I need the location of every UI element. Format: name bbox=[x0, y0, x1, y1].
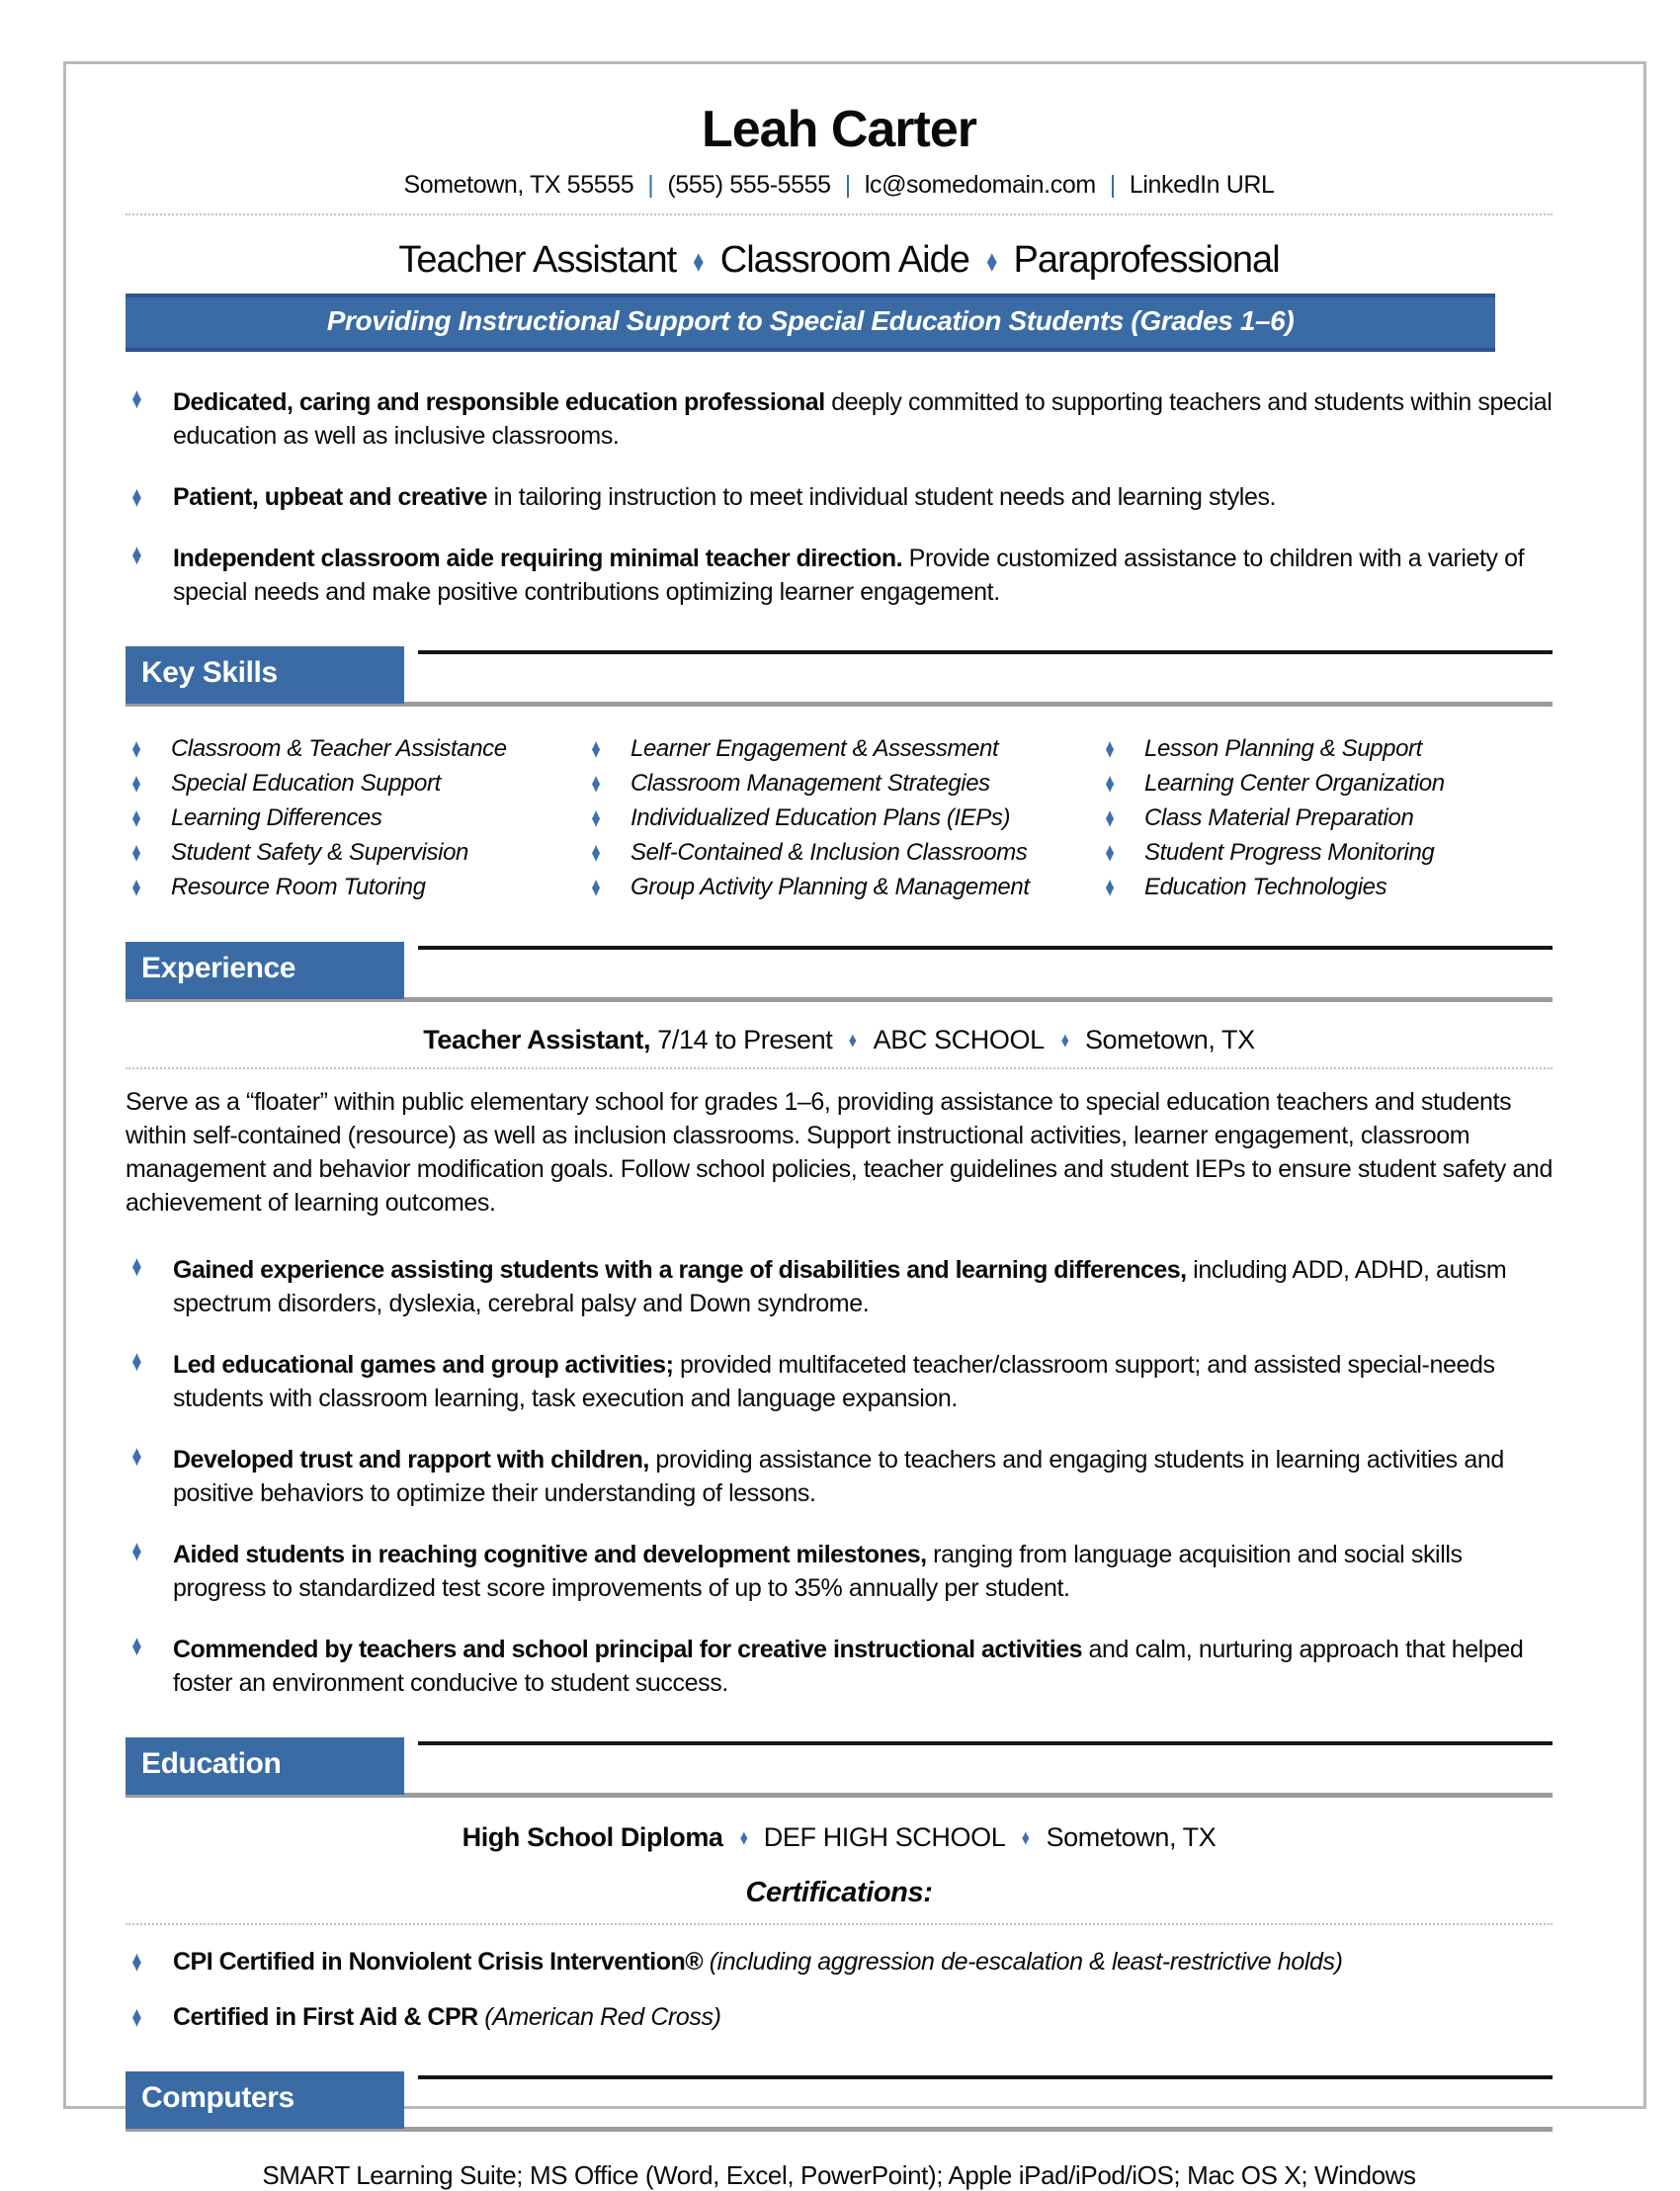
diamond-bullet-icon: ♦ bbox=[131, 1945, 142, 1979]
diamond-icon: ♦ bbox=[739, 1826, 748, 1851]
diamond-bullet-icon: ♦ bbox=[131, 2000, 142, 2034]
diamond-bullet-icon: ♦ bbox=[131, 801, 141, 833]
diamond-bullet-icon: ♦ bbox=[131, 767, 141, 799]
dotted-divider bbox=[126, 213, 1553, 215]
diamond-bullet-icon: ♦ bbox=[131, 732, 141, 764]
bullet-lead: Developed trust and rapport with children, bbox=[173, 1446, 649, 1474]
experience-bullet bbox=[126, 1249, 1553, 1320]
skill-label: Special Education Support bbox=[171, 770, 441, 797]
bullet-rest: including ADD, ADHD, autism spectrum disorders, dyslexia, cerebral palsy and Down syndrome. bbox=[173, 1256, 1507, 1317]
diamond-bullet-icon: ♦ bbox=[591, 871, 601, 902]
section-heading-computers bbox=[126, 2071, 1553, 2129]
diamond-bullet-icon: ♦ bbox=[131, 1629, 142, 1663]
diamond-icon: ♦ bbox=[985, 244, 997, 279]
pipe-separator-icon: | bbox=[647, 171, 654, 199]
diamond-bullet-icon: ♦ bbox=[131, 1344, 142, 1379]
heading-box: Education bbox=[126, 1737, 404, 1795]
heading-rule-black bbox=[418, 946, 1553, 950]
skill-item bbox=[126, 870, 585, 904]
diamond-bullet-icon: ♦ bbox=[1105, 871, 1115, 902]
bullet-rest: ranging from language acquisition and social skills progress to standardized test score improvements of up to 35% annually per student. bbox=[173, 1541, 1463, 1602]
skill-label: Learner Engagement & Assessment bbox=[630, 735, 999, 762]
summary-bullet bbox=[126, 480, 1553, 514]
bullet-rest: Provide customized assistance to children with a variety of special needs and make positive contributions optimizing learner engagement. bbox=[173, 545, 1525, 606]
skill-item bbox=[1099, 870, 1553, 904]
bullet-text bbox=[173, 385, 1553, 453]
key-skills-grid bbox=[126, 731, 1553, 904]
skill-item bbox=[585, 766, 1099, 801]
skill-label: Education Technologies bbox=[1144, 874, 1387, 900]
contact-phone: (555) 555-5555 bbox=[667, 171, 831, 199]
certification-detail: (including aggression de-escalation & least-restrictive holds) bbox=[703, 1948, 1343, 1976]
job-title: Teacher Assistant, bbox=[423, 1025, 651, 1054]
skill-item bbox=[585, 835, 1099, 870]
section-heading-key-skills bbox=[126, 646, 1553, 704]
heading-box: Key Skills bbox=[126, 646, 404, 704]
diamond-bullet-icon: ♦ bbox=[131, 381, 142, 416]
skill-item bbox=[126, 731, 585, 766]
diamond-bullet-icon: ♦ bbox=[1105, 767, 1115, 799]
certification-text bbox=[173, 1945, 1553, 1979]
skill-label: Class Material Preparation bbox=[1144, 804, 1414, 831]
resume-page bbox=[63, 61, 1646, 2190]
contact-email: lc@somedomain.com bbox=[864, 171, 1096, 199]
skill-label: Group Activity Planning & Management bbox=[630, 874, 1030, 900]
heading-rule-black bbox=[418, 650, 1553, 654]
section-heading-education bbox=[126, 1737, 1553, 1795]
skill-item bbox=[1099, 835, 1553, 870]
diamond-bullet-icon: ♦ bbox=[131, 871, 141, 902]
bullet-text bbox=[173, 480, 1553, 514]
diamond-bullet-icon: ♦ bbox=[1105, 836, 1115, 868]
bullet-lead: Led educational games and group activities; bbox=[173, 1351, 674, 1379]
bullet-lead: Independent classroom aide requiring minimal teacher direction. bbox=[173, 545, 903, 572]
skill-item bbox=[126, 766, 585, 801]
diamond-bullet-icon: ♦ bbox=[1105, 732, 1115, 764]
skill-label: Classroom & Teacher Assistance bbox=[171, 735, 507, 762]
certifications-list bbox=[126, 1945, 1553, 2034]
contact-line bbox=[126, 171, 1553, 200]
skill-label: Learning Differences bbox=[171, 804, 382, 831]
diamond-bullet-icon: ♦ bbox=[131, 1249, 142, 1284]
education-degree: High School Diploma bbox=[462, 1822, 723, 1852]
bullet-text bbox=[173, 542, 1553, 609]
computers-line: SMART Learning Suite; MS Office (Word, Excel, PowerPoint); Apple iPad/iPod/iOS; Mac OS X; Windows bbox=[262, 2160, 1416, 2190]
education-school: DEF HIGH SCHOOL bbox=[763, 1822, 1006, 1852]
skill-label: Resource Room Tutoring bbox=[171, 874, 426, 900]
job-company: ABC SCHOOL bbox=[873, 1025, 1045, 1054]
skill-label: Classroom Management Strategies bbox=[630, 770, 990, 797]
bullet-lead: Patient, upbeat and creative bbox=[173, 483, 488, 511]
skill-label: Student Safety & Supervision bbox=[171, 839, 468, 866]
skill-label: Learning Center Organization bbox=[1144, 770, 1445, 797]
skill-item bbox=[585, 731, 1099, 766]
headline-role-2: Classroom Aide bbox=[719, 239, 969, 281]
summary-bullet-list bbox=[126, 381, 1553, 609]
diamond-bullet-icon: ♦ bbox=[131, 538, 142, 572]
certification-name: Certified in First Aid & CPR bbox=[173, 2003, 478, 2031]
skill-item bbox=[585, 801, 1099, 835]
skill-item bbox=[1099, 766, 1553, 801]
skill-item bbox=[585, 870, 1099, 904]
diamond-bullet-icon: ♦ bbox=[131, 1439, 142, 1474]
diamond-icon: ♦ bbox=[849, 1029, 857, 1053]
heading-box: Experience bbox=[126, 942, 404, 999]
heading-rule-black bbox=[418, 1741, 1553, 1745]
bullet-rest: and calm, nurturing approach that helped foster an environment conducive to student success. bbox=[173, 1636, 1524, 1697]
pipe-separator-icon: | bbox=[1109, 171, 1116, 199]
skills-column-3 bbox=[1099, 731, 1553, 904]
job-title-line bbox=[126, 1025, 1553, 1055]
certification-text bbox=[173, 2000, 1553, 2034]
headline bbox=[126, 239, 1553, 282]
diamond-bullet-icon: ♦ bbox=[131, 1534, 142, 1568]
certifications-title: Certifications: bbox=[745, 1877, 933, 1908]
certification-name: CPI Certified in Nonviolent Crisis Intervention® bbox=[173, 1948, 704, 1976]
summary-bullet bbox=[126, 381, 1553, 453]
diamond-icon: ♦ bbox=[1022, 1826, 1030, 1851]
diamond-bullet-icon: ♦ bbox=[1105, 801, 1115, 833]
diamond-bullet-icon: ♦ bbox=[131, 480, 142, 514]
headline-role-3: Paraprofessional bbox=[1013, 239, 1280, 281]
skill-label: Lesson Planning & Support bbox=[1144, 735, 1422, 762]
section-heading-experience bbox=[126, 942, 1553, 999]
dotted-divider bbox=[126, 1923, 1553, 1925]
diamond-bullet-icon: ♦ bbox=[591, 801, 601, 833]
certification-item bbox=[126, 1945, 1553, 1979]
education-line bbox=[126, 1822, 1553, 1853]
skill-item bbox=[126, 801, 585, 835]
diamond-bullet-icon: ♦ bbox=[591, 767, 601, 799]
dotted-divider bbox=[126, 1067, 1553, 1069]
candidate-name: Leah Carter bbox=[702, 101, 976, 158]
certification-item bbox=[126, 2000, 1553, 2034]
contact-linkedin: LinkedIn URL bbox=[1129, 171, 1275, 199]
experience-bullet-list bbox=[126, 1249, 1553, 1700]
bullet-text bbox=[173, 1633, 1553, 1700]
skill-label: Self-Contained & Inclusion Classrooms bbox=[630, 839, 1028, 866]
job-location: Sometown, TX bbox=[1084, 1025, 1255, 1054]
diamond-icon: ♦ bbox=[693, 244, 704, 279]
bullet-text bbox=[173, 1253, 1553, 1320]
bullet-lead: Dedicated, caring and responsible education professional bbox=[173, 388, 825, 416]
experience-bullet bbox=[126, 1534, 1553, 1605]
bullet-rest: in tailoring instruction to meet individual student needs and learning styles. bbox=[487, 483, 1277, 511]
skill-item bbox=[1099, 731, 1553, 766]
bullet-lead: Commended by teachers and school principal for creative instructional activities bbox=[173, 1636, 1082, 1663]
diamond-bullet-icon: ♦ bbox=[131, 836, 141, 868]
bullet-rest: provided multifaceted teacher/classroom support; and assisted special-needs students with classroom learning, task execution and language expansion. bbox=[173, 1351, 1495, 1412]
tagline-banner: Providing Instructional Support to Special Education Students (Grades 1–6) bbox=[126, 294, 1495, 352]
job-dates: 7/14 to Present bbox=[650, 1025, 833, 1054]
bullet-text bbox=[173, 1538, 1553, 1605]
education-location: Sometown, TX bbox=[1046, 1822, 1217, 1852]
pipe-separator-icon: | bbox=[844, 171, 851, 199]
skill-item bbox=[1099, 801, 1553, 835]
heading-rule-black bbox=[418, 2075, 1553, 2079]
certification-detail: (American Red Cross) bbox=[477, 2003, 721, 2031]
bullet-text bbox=[173, 1348, 1553, 1415]
diamond-bullet-icon: ♦ bbox=[591, 836, 601, 868]
experience-bullet bbox=[126, 1344, 1553, 1415]
bullet-rest: deeply committed to supporting teachers and students within special education as well as inclusive classrooms. bbox=[173, 388, 1553, 450]
experience-bullet bbox=[126, 1629, 1553, 1700]
skill-item bbox=[126, 835, 585, 870]
headline-role-1: Teacher Assistant bbox=[398, 239, 677, 281]
bullet-lead: Aided students in reaching cognitive and development milestones, bbox=[173, 1541, 927, 1568]
contact-location: Sometown, TX 55555 bbox=[403, 171, 634, 199]
skills-column-2 bbox=[585, 731, 1099, 904]
diamond-bullet-icon: ♦ bbox=[591, 732, 601, 764]
job-summary-paragraph: Serve as a “floater” within public elementary school for grades 1–6, providing assistance to special education teachers and students within self-contained (resource) as well as inclusion classrooms. Support instructional activities, learner engagement, classroom management and behavior modification goals. Follow school policies, teacher guidelines and student IEPs to ensure student safety and achievement of learning outcomes. bbox=[126, 1088, 1553, 1217]
skills-column-1 bbox=[126, 731, 585, 904]
summary-bullet bbox=[126, 538, 1553, 609]
bullet-text bbox=[173, 1443, 1553, 1510]
skill-label: Individualized Education Plans (IEPs) bbox=[630, 804, 1011, 831]
heading-box: Computers bbox=[126, 2071, 404, 2129]
skill-label: Student Progress Monitoring bbox=[1144, 839, 1435, 866]
experience-bullet bbox=[126, 1439, 1553, 1510]
diamond-icon: ♦ bbox=[1060, 1029, 1069, 1053]
bullet-rest: providing assistance to teachers and engaging students in learning activities and positive behaviors to optimize their understanding of lessons. bbox=[173, 1446, 1504, 1507]
bullet-lead: Gained experience assisting students with a range of disabilities and learning differences, bbox=[173, 1256, 1187, 1284]
